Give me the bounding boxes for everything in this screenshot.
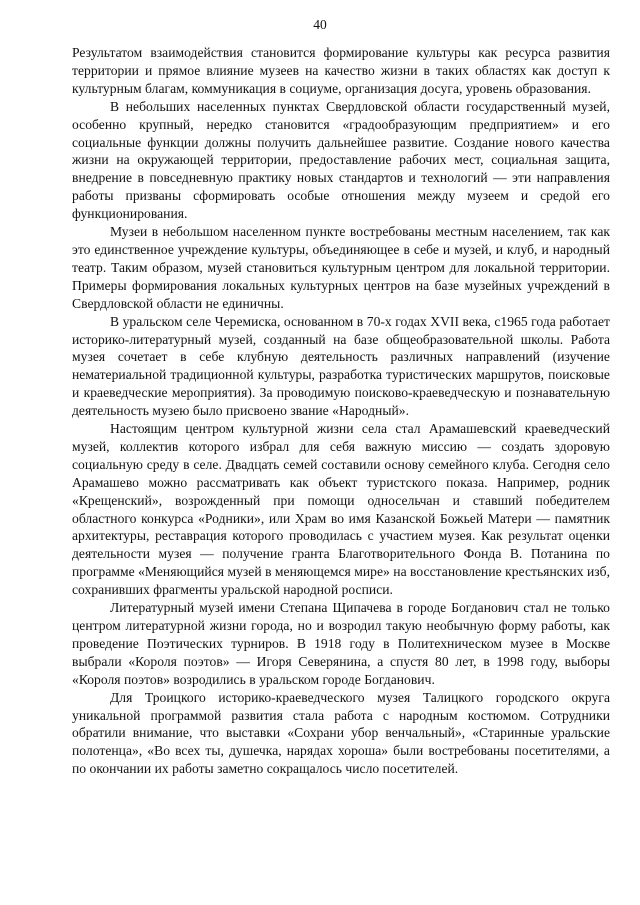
body-text — [72, 44, 610, 778]
paragraph-5: Настоящим центром культурной жизни села стал Арамашевский краеведческий музей, коллектив которого избрал для себя важную миссию — создать здоровую социальную среду в селе. Двадцать семей составили основу семейного клуба. Сегодня село Арамашево можно рассматривать как объект туристского показа. Например, родник «Крещенский», возрожденный при помощи односельчан и ставший победителем областного конкурса «Родники», или Храм во имя Казанской Божьей Матери — памятник архитектуры, реставрация которого проводилась с участием музея. Как результат оценки деятельности музея — получение гранта Благотворительного Фонда В. Потанина по программе «Меняющийся музей в меняющемся мире» на восстановление крестьянских изб, сохранивших фрагменты уральской народной росписи. — [72, 421, 611, 598]
paragraph-2: В небольших населенных пунктах Свердловской области государственный музей, особенно крупный, нередко становится «градообразующим предприятием» и его социальные функции должны получить дальнейшее развитие. Создание нового качества жизни на окружающей территории, предоставление рабочих мест, социальная защита, внедрение в повседневную практику новых стандартов и технологий — эти направления работы призваны сформировать особые отношения между музеем и средой его функционирования. — [72, 98, 610, 222]
paragraph-1: Результатом взаимодействия становится формирование культуры как ресурса развития территории и прямое влияние музеев на качество жизни в таких областях как доступ к культурным благам, коммуникация в социуме, организация досуга, уровень образования. — [72, 45, 610, 96]
paragraph-3: Музеи в небольшом населенном пункте востребованы местным населением, так как это единственное учреждение культуры, объединяющее в себе и музей, и клуб, и народный театр. Таким образом, музей становиться культурным центром для локальной территории. Примеры формирования локальных культурных центров на базе музейных учреждений в Свердловской области не единичны. — [72, 224, 610, 311]
paragraph-6: Литературный музей имени Степана Щипачева в городе Богданович стал не только центром литературной жизни города, но и возродил такую необычную форму работы, как проведение Поэтических турниров. В 1918 году в Политехническом музее в Москве выбрали «Короля поэтов» — Игоря Северянина, а спустя 80 лет, в 1998 году, выборы «Короля поэтов» возродились в уральском городе Богданович. — [72, 600, 610, 687]
paragraph-7: Для Троицкого историко-краеведческого музея Талицкого городского округа уникальной программой развития стала работа с народным костюмом. Сотрудники обратили внимание, что выставки «Сохрани убор венчальный», «Старинные уральские полотенца», «Во всех ты, душечка, нарядах хороша» были востребованы посетителями, а по окончании их работы заметно сокращалось число посетителей. — [72, 689, 610, 777]
paragraph-4: В уральском селе Черемиска, основанном в 70-х годах XVII века, с1965 года работает историко-литературный музей, созданный на базе общеобразовательной школы. Работа музея сочетает в себе клубную деятельность различных направлений (изучение нематериальной традиционной культуры, разработка туристических маршрутов, поисковые и краеведческие мероприятия). За проводимую поисково-краеведческую и познавательную деятельность музею было присвоено звание «Народный». — [72, 313, 610, 419]
page-number: 40 — [313, 17, 327, 32]
